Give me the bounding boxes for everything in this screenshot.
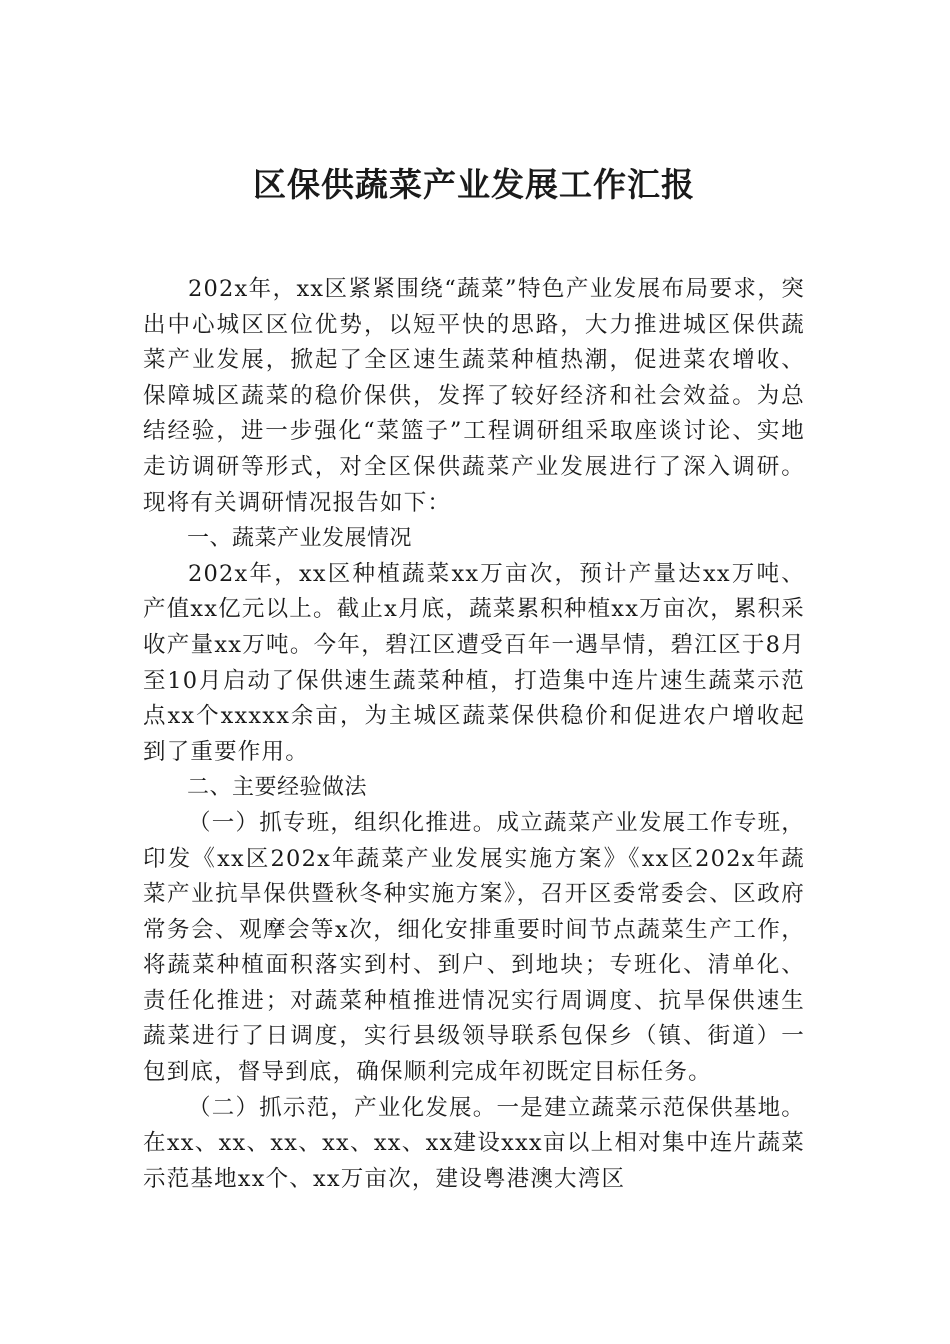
- section-1-paragraph: 202x年，xx区种植蔬菜xx万亩次，预计产量达xx万吨、产值xx亿元以上。截止x月底，蔬菜累积种植xx万亩次，累积采收产量xx万吨。今年，碧江区遭受百年一遇旱情，碧江区于8月至10月启动了保供速生蔬菜种植，打造集中连片速生蔬菜示范点xx个xxxxx余亩，为主城区蔬菜保供稳价和促进农户增收起到了重要作用。: [143, 560, 805, 765]
- intro-paragraph: 202x年，xx区紧紧围绕“蔬菜”特色产业发展布局要求，突出中心城区区位优势，以短平快的思路，大力推进城区保供蔬菜产业发展，掀起了全区速生蔬菜种植热潮，促进菜农增收、保障城区蔬菜的稳价保供，发挥了较好经济和社会效益。为总结经验，进一步强化“菜篮子”工程调研组采取座谈讨论、实地走访调研等形式，对全区保供蔬菜产业发展进行了深入调研。现将有关调研情况报告如下：: [143, 276, 805, 516]
- section-heading-1: 一、蔬菜产业发展情况: [187, 526, 413, 552]
- document-title: 区保供蔬菜产业发展工作汇报: [253, 165, 695, 204]
- section-heading-2: 二、主要经验做法: [187, 775, 368, 801]
- section-2-item-2-paragraph: （二）抓示范，产业化发展。一是建立蔬菜示范保供基地。在xx、xx、xx、xx、xx、xx建设xxx亩以上相对集中连片蔬菜示范基地xx个、xx万亩次，建设粤港澳大湾区: [143, 1094, 805, 1192]
- document-page: [143, 150, 805, 1197]
- section-2-item-1-paragraph: （一）抓专班，组织化推进。成立蔬菜产业发展工作专班，印发《xx区202x年蔬菜产业发展实施方案》《xx区202x年蔬菜产业抗旱保供暨秋冬种实施方案》，召开区委常委会、区政府常务会、观摩会等x次，细化安排重要时间节点蔬菜生产工作，将蔬菜种植面积落实到村、到户、到地块；专班化、清单化、责任化推进；对蔬菜种植推进情况实行周调度、抗旱保供速生蔬菜进行了日调度，实行县级领导联系包保乡（镇、街道）一包到底，督导到底，确保顺利完成年初既定目标任务。: [143, 809, 805, 1086]
